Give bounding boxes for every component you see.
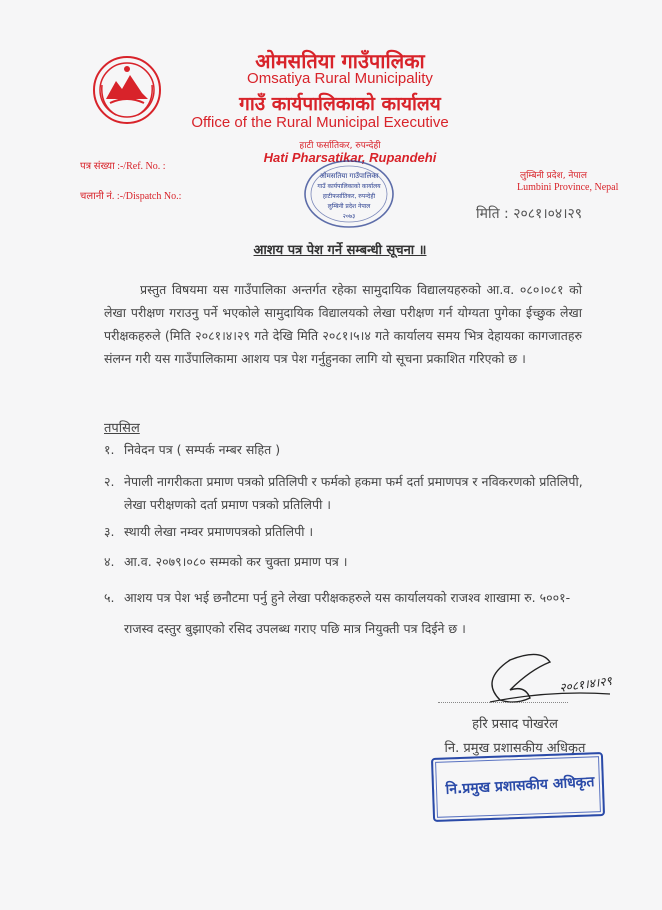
list-item-number: ४.: [104, 554, 115, 569]
list-item-text: आशय पत्र पेश भई छनौटमा पर्नु हुने लेखा परीक्षकहरुले यस कार्यालयको राजश्व शाखामा रु. ५००१- राजस्व दस्तुर बुझाएको रसिद उपलब्ध गराए पछि मात्र नियुक्ती पत्र दिईने छ ।: [124, 590, 571, 636]
municipality-emblem-icon: [92, 55, 162, 125]
stamp-line-4: लुम्बिनी प्रदेश नेपाल: [327, 203, 371, 210]
province-nepali: लुम्बिनी प्रदेश, नेपाल: [520, 171, 587, 181]
list-item: [104, 438, 594, 461]
list-item: [104, 520, 594, 543]
list-item-number: २.: [104, 474, 115, 489]
province-english: Lumbini Province, Nepal: [517, 182, 619, 193]
list-item-number: १.: [104, 442, 115, 457]
ref-number-label: पत्र संख्या :-/Ref. No. :: [80, 161, 166, 172]
list-item-number: ५.: [104, 590, 115, 605]
dispatch-number-label: चलानी नं. :-/Dispatch No.:: [80, 191, 182, 202]
designation-stamp-text: नि.प्रमुख प्रशासकीय अधिकृत: [445, 774, 595, 798]
municipality-name-english: Omsatiya Rural Municipality: [247, 70, 433, 87]
notice-title: आशय पत्र पेश गर्ने सम्बन्धी सूचना ॥: [253, 243, 427, 258]
address-nepali: हाटी फर्सातिकर, रुपन्देही: [299, 141, 381, 151]
address-english: Hati Pharsatikar, Rupandehi: [263, 150, 437, 165]
notice-body: प्रस्तुत विषयमा यस गाउँपालिका अन्तर्गत रहेका सामुदायिक विद्यालयहरुको आ.व. ०८०।०८१ को लेखा परीक्षण गराउनु पर्ने भएकोले सामुदायिक विद्यालयको लेखा परीक्षण गर्न योग्यता पुगेका ईच्छुक लेखा परीक्षकहरुले (मिति २०८१।४।२९ गते देखि मिति २०८१।५।४ गते कार्यालय समय भित्र देहायका कागजातहरु संलग्न गरी यस गाउँपालिकामा आशय पत्र पेश गर्नुहुनका लागि यो सूचना प्रकाशित गरिएको छ ।: [104, 282, 582, 366]
list-item-text: आ.व. २०७९।०८० सम्मको कर चुक्ता प्रमाण पत्र ।: [124, 554, 348, 569]
stamp-line-2: गाउँ कार्यपालिकाको कार्यालय: [317, 183, 381, 190]
office-name-english: Office of the Rural Municipal Executive: [191, 114, 449, 131]
signatory-designation: नि. प्रमुख प्रशासकीय अधिकृत: [444, 741, 586, 756]
municipality-name-nepali: ओमसतिया गाउँपालिका: [255, 49, 425, 73]
office-name-nepali: गाउँ कार्यपालिकाको कार्यालय: [239, 93, 441, 115]
stamp-year: २०७३: [342, 213, 356, 220]
list-item: [104, 550, 594, 573]
list-heading: तपसिल: [104, 421, 140, 436]
list-item-text: स्थायी लेखा नम्वर प्रमाणपत्रको प्रतिलिपी ।: [124, 524, 314, 539]
signature-date: २०८१।४।२९: [558, 673, 613, 695]
office-round-stamp: [302, 158, 396, 230]
list-item: [104, 470, 594, 516]
signatory-name: हरि प्रसाद पोखरेल: [472, 717, 558, 732]
stamp-line-3: हाटीफर्सातिकर, रुपन्देही: [322, 193, 376, 200]
list-item-text: नेपाली नागरीकता प्रमाण पत्रको प्रतिलिपी र फर्मको हकमा फर्म दर्ता प्रमाणपत्र र नविकरणको प्रतिलिपी, लेखा परीक्षणको दर्ता प्रमाण पत्रको प्रतिलिपी ।: [124, 474, 583, 512]
list-item-number: ३.: [104, 524, 115, 539]
list-item: [104, 582, 594, 644]
list-item-text: निवेदन पत्र ( सम्पर्क नम्बर सहित ): [124, 442, 281, 457]
notice-date: मिति : २०८१।०४।२९: [476, 206, 583, 222]
stamp-line-1: ओमसतिया गाउँपालिका: [319, 172, 379, 180]
handwritten-signature: [470, 650, 620, 710]
signature-line: [438, 702, 568, 703]
